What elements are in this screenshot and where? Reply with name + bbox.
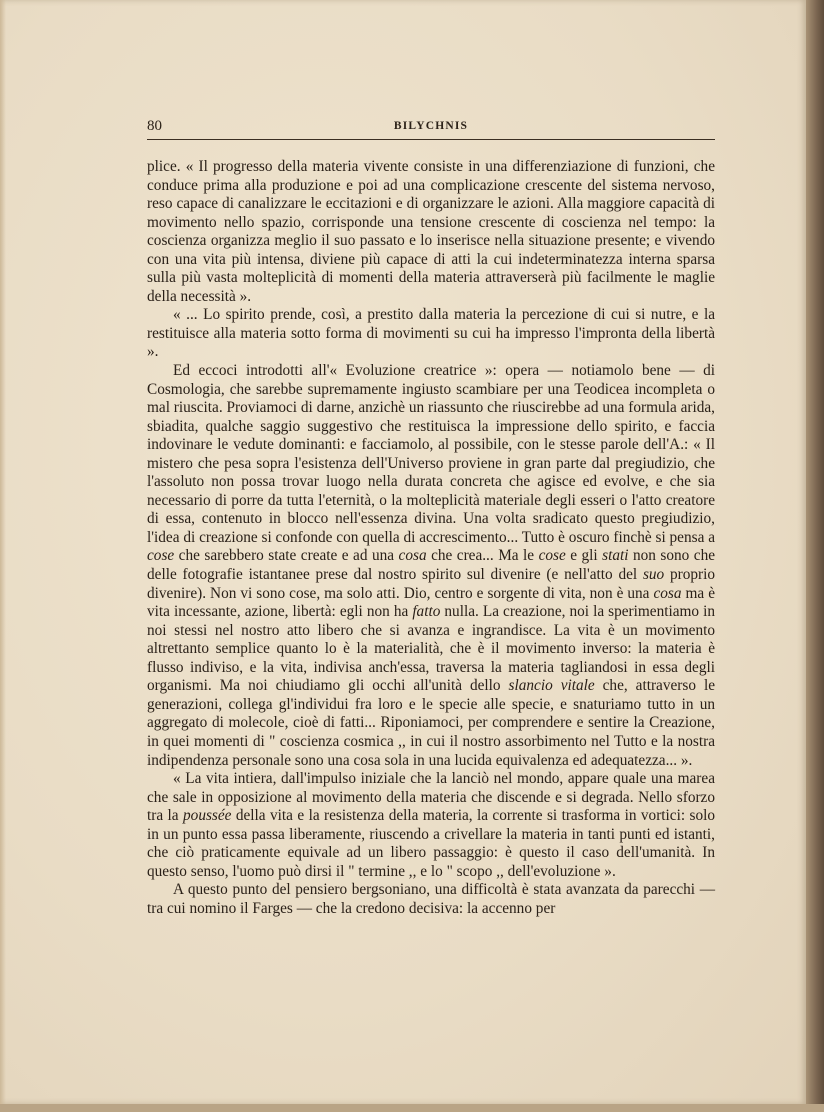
text-run: A questo punto del pensiero bergsoniano, una difficoltà è stata avanzata da parecchi — tra cui nomino il Farges — che la credono decisiva: la accenno per: [147, 881, 715, 917]
italic-text: suo: [642, 566, 665, 584]
paragraph: [147, 362, 715, 770]
text-run: nulla. La creazione, noi la sperimentiamo in noi stessi nel nostro atto libero che si avanza e ingrandisce. La vita è un movimento altrettanto semplice quanto lo è la materialità, che è il movimento inverso: la materia è flusso indiviso, e la vita, indivisa anch'essa, traversa la materia tagliandosi in essa degli organismi. Ma noi chiudiamo gli occhi all'unità dello: [147, 603, 716, 695]
italic-text: fatto: [412, 603, 441, 621]
text-run: della vita e la resistenza della materia, la corrente si trasforma in vortici: solo in un punto essa passa liberamente, riuscendo a crivellare la materia in tanti punti ed istanti, che ciò praticamente equivale ad un libero passaggio: è questo il caso dell'umanità. In questo senso, l'uomo può dirsi il " termine ,, e lo " scopo ,, dell'evoluzione ».: [147, 807, 715, 880]
text-run: e gli: [565, 547, 603, 565]
text-run: non sono che delle fotografie istantanee prese dal nostro spirito sul divenire (e nell'atto del: [147, 547, 716, 584]
running-head: [147, 118, 715, 140]
italic-text: cose: [538, 547, 566, 565]
text-run: che, attraverso le generazioni, collega gl'individui fra loro e le specie alle specie, e snaturiamo tutto in un aggregato di molecole, cioè di fatti... Riponiamoci, per comprendere e sentire la Creazione, in quei momenti di " coscienza cosmica ,, in cui il nostro assorbimento nel Tutto e la nostra indipendenza personale sono una cosa sola in una lucida equivalenza ed adequatezza... ».: [147, 677, 715, 769]
paragraph: [147, 306, 715, 362]
text-run: che sarebbero state create e ad una: [174, 547, 399, 565]
text-run: plice. « Il progresso della materia vivente consiste in una differenziazione di funzioni, che conduce prima alla produzione e poi ad una complicazione crescente del sistema nervoso, reso capace di canalizzare le eccitazioni e di organizzare le azioni. Alla maggiore capacità di movimento nello spazio, corrisponde una tensione crescente di coscienza nel tempo: la coscienza organizza meglio il suo passato e lo inserisce nella situazione presente; e vivendo con una vita più intensa, diviene più capace di atti la cui indeterminatezza interna sparsa sulla più vasta molteplicità di momenti della materia attraverserà più facilmente le maglie della necessità ».: [147, 158, 715, 305]
italic-text: cosa: [398, 547, 427, 565]
header-rule: [147, 139, 715, 140]
page-edge-bottom: [0, 1104, 824, 1112]
text-run: « ... Lo spirito prende, così, a prestito dalla materia la percezione di cui si nutre, e la restituisce alla materia sotto forma di movimenti su cui ha impresso l'impronta della libertà ».: [147, 306, 715, 361]
journal-title: BILYCHNIS: [393, 120, 469, 132]
text-run: proprio divenire). Non vi sono cose, ma solo atti. Dio, centro e sorgente di vita, non è una: [147, 566, 715, 602]
italic-text: slancio vitale: [508, 677, 595, 695]
paragraph: [147, 881, 715, 918]
text-run: che crea... Ma le: [426, 547, 539, 565]
paragraph: [147, 770, 715, 881]
italic-text: cose: [147, 547, 175, 565]
italic-text: poussée: [183, 807, 232, 825]
page-number: 80: [147, 118, 162, 134]
body-text: [147, 158, 715, 918]
page-edge-right: [806, 0, 824, 1112]
italic-text: stati: [602, 547, 629, 565]
text-run: Ed eccoci introdotti all'« Evoluzione creatrice »: opera — notiamolo bene — di Cosmologia, che sarebbe supremamente ingiusto scambiare per una Teodicea incompleta o mal riuscita. Proviamoci di darne, anzichè un riassunto che riuscirebbe ad una formula arida, sbiadita, qualche saggio suggestivo che restituisca la impressione dello spirito, e faccia indovinare le vedute dominanti: e facciamolo, al possibile, con le stesse parole dell'A.: « Il mistero che pesa sopra l'esistenza dell'Universo proviene in gran parte dal pregiudizio, che l'assoluto non possa trovar luogo nella durata concreta che agisce ed evolve, e che sia necessario di porre da tutta l'eternità, o la molteplicità materiale degli esseri o l'atto creatore di essa, contenuto in blocco nell'essenza divina. Una volta sradicato questo pregiudizio, l'idea di creazione si confonde con quella di accrescimento... Tutto è oscuro finchè si pensa a: [147, 362, 715, 546]
page-gutter-shadow: [0, 0, 6, 1104]
paragraph: [147, 158, 715, 306]
italic-text: cosa: [653, 584, 682, 602]
text-run: ma è vita incessante, azione, libertà: egli non ha: [147, 584, 715, 621]
text-run: « La vita intiera, dall'impulso iniziale che la lanciò nel mondo, appare quale una marea che sale in opposizione al movimento della materia che discende e si degrada. Nello sforzo tra la: [147, 770, 715, 825]
